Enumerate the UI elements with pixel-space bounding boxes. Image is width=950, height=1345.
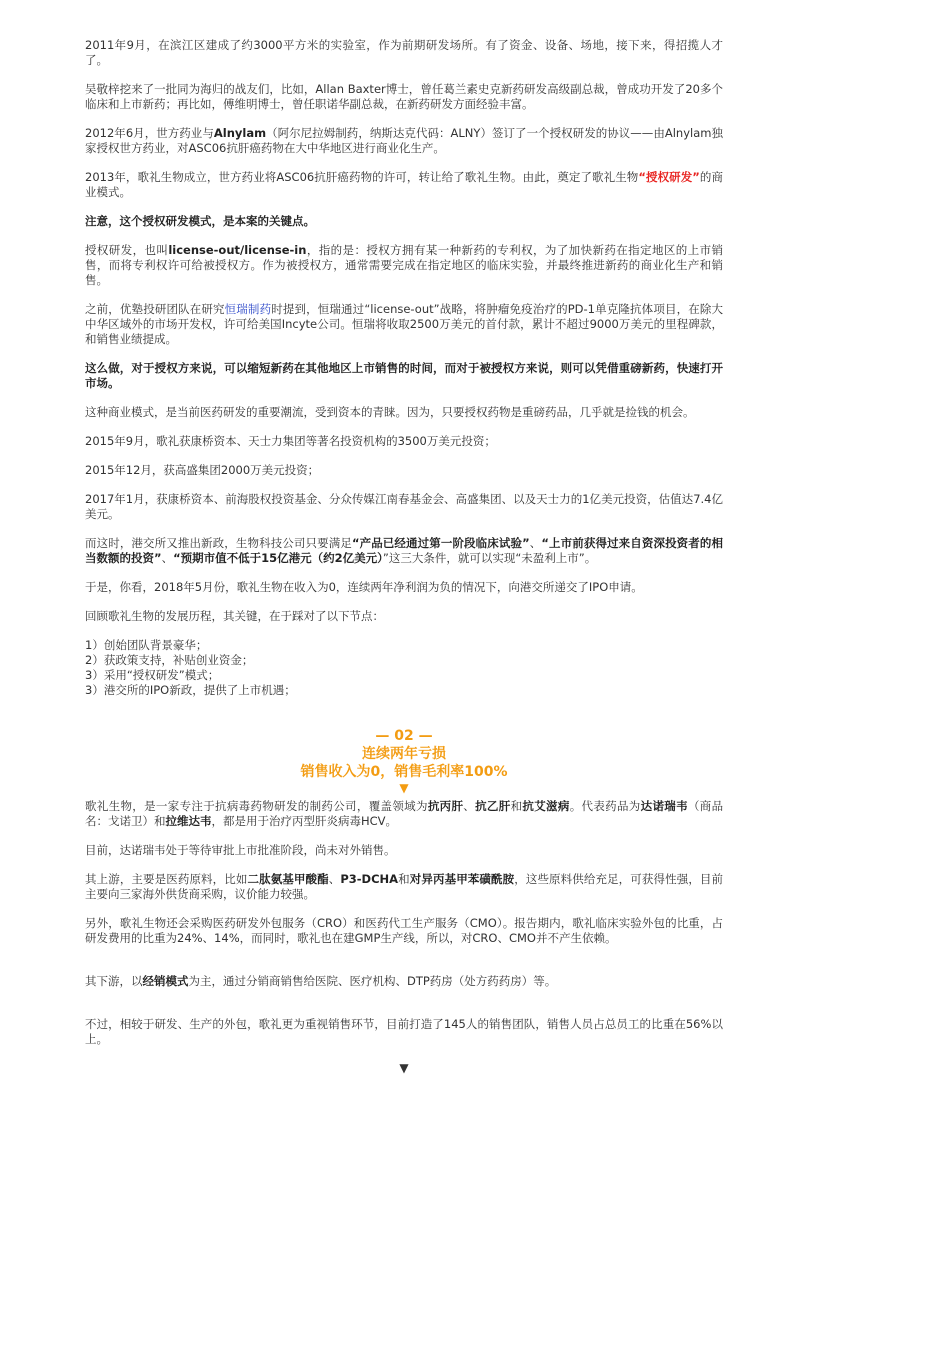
text-segment: （阿尔尼拉姆制药，纳斯达克代码：ALNY）签订了一个授权研发的协议——由Alnylam独家授权世方药业，对ASC06抗肝癌药物在大中华地区进行商业化生产。 xyxy=(85,126,723,155)
paragraph xyxy=(85,126,723,156)
down-arrow-icon: ▼ xyxy=(399,1061,409,1075)
text-segment: ，这些原料供给充足，可获得性强，目前主要向三家海外供货商采购，议价能力较强。 xyxy=(85,872,724,901)
text-segment: 吴敬梓挖来了一批同为海归的战友们，比如，Allan Baxter博士，曾任葛兰素史克新药研发高级副总裁，曾成功开发了20多个临床和上市新药；再比如，傅维明博士，曾任职诺华副总裁，在新药研发方面经验丰富。 xyxy=(85,82,723,111)
paragraph xyxy=(85,872,723,902)
paragraph xyxy=(85,609,723,624)
text-segment: 2017年1月，获康桥资本、前海股权投资基金、分众传媒江南春基金会、高盛集团、以及天士力的1亿美元投资，估值达7.4亿美元。 xyxy=(85,492,723,521)
paragraph xyxy=(85,405,723,420)
paragraph xyxy=(85,434,723,449)
text-segment: 其下游，以 xyxy=(85,974,143,988)
text-segment: 抗乙肝 xyxy=(475,799,511,813)
text-segment: 对异丙基甲苯磺酰胺 xyxy=(409,872,515,886)
text-segment: 这么做，对于授权方来说，可以缩短新药在其他地区上市销售的时间，而对于被授权方来说，则可以凭借重磅新药，快速打开市场。 xyxy=(85,361,723,390)
text-segment: 经销模式 xyxy=(142,974,189,988)
text-segment: 目前，达诺瑞韦处于等待审批上市批准阶段，尚未对外销售。 xyxy=(85,843,396,857)
text-segment: 时提到，恒瑞通过“license-out”战略，将肿瘤免疫治疗的PD-1单克隆抗体项目，在除大中华区域外的市场开发权，许可给美国Incyte公司。恒瑞将收取2500万美元的首付款，累计不超过9000万美元的里程碑款，和销售业绩提成。 xyxy=(85,302,724,346)
paragraph xyxy=(85,361,723,391)
text-segment: ”这三大条件，就可以实现“未盈利上市”。 xyxy=(382,551,597,565)
list-item: 1）创始团队背景豪华； xyxy=(85,638,208,652)
section-title-line2: 销售收入为0，销售毛利率100% xyxy=(300,764,508,780)
paragraph xyxy=(85,492,723,522)
text-segment: 于是，你看，2018年5月份，歌礼生物在收入为0，连续两年净利润为负的情况下，向港交所递交了IPO申请。 xyxy=(85,580,643,594)
paragraph xyxy=(85,214,723,229)
text-segment: Alnylam xyxy=(213,126,267,140)
text-segment: 、 xyxy=(328,872,341,886)
paragraph xyxy=(85,916,723,946)
text-segment: 。代表药品为 xyxy=(569,799,641,813)
text-segment: 2011年9月，在滨江区建成了约3000平方米的实验室，作为前期研发场所。有了资金、设备、场地，接下来，得招揽人才了。 xyxy=(85,38,723,67)
text-segment: 和 xyxy=(510,799,523,813)
article-body xyxy=(85,38,723,1075)
paragraph xyxy=(85,799,723,829)
text-segment: 达诺瑞韦 xyxy=(640,799,688,813)
paragraph xyxy=(85,82,723,112)
text-segment: 2015年9月，歌礼获康桥资本、天士力集团等著名投资机构的3500万美元投资； xyxy=(85,434,496,448)
text-segment: 这种商业模式，是当前医药研发的重要潮流，受到资本的青睐。因为，只要授权药物是重磅药品，几乎就是捡钱的机会。 xyxy=(85,405,695,419)
section-number: — 02 — xyxy=(375,728,433,744)
text-segment: ，指的是：授权方拥有某一种新药的专利权，为了加快新药在指定地区的上市销售，而将专利权许可给被授权方。作为被授权方，通常需要完成在指定地区的临床实验，并最终推进新药的商业化生产和销售。 xyxy=(85,243,723,287)
paragraph xyxy=(85,170,723,200)
list-item: 3）采用“授权研发”模式； xyxy=(85,668,220,682)
key-points-list xyxy=(85,638,723,698)
text-segment: “上市前获得过来自资深投资者的相当数额的投资” xyxy=(85,536,724,565)
paragraph xyxy=(85,38,723,68)
text-segment: 歌礼生物，是一家专注于抗病毒药物研发的制药公司，覆盖领域为 xyxy=(85,799,428,813)
list-item: 2）获政策支持，补贴创业资金； xyxy=(85,653,254,667)
list-item: 3）港交所的IPO新政，提供了上市机遇； xyxy=(85,683,296,697)
text-segment: 2015年12月，获高盛集团2000万美元投资； xyxy=(85,463,320,477)
paragraph xyxy=(85,580,723,595)
text-segment: 2012年6月，世方药业与 xyxy=(85,126,214,140)
paragraph xyxy=(85,243,723,288)
section-title-line1: 连续两年亏损 xyxy=(362,746,446,762)
text-segment: 注意，这个授权研发模式，是本案的关键点。 xyxy=(85,214,315,228)
text-segment: “授权研发” xyxy=(638,170,700,184)
text-segment: 为主，通过分销商销售给医院、医疗机构、DTP药房（处方药药房）等。 xyxy=(188,974,557,988)
paragraph xyxy=(85,974,723,989)
paragraph-group-sales xyxy=(85,1017,723,1047)
paragraph-group-business xyxy=(85,799,723,946)
text-segment: 、 xyxy=(529,536,542,550)
text-segment: 不过，相较于研发、生产的外包，歌礼更为重视销售环节，目前打造了145人的销售团队，销售人员占总员工的比重在56%以上。 xyxy=(85,1017,723,1046)
paragraph xyxy=(85,302,723,347)
text-segment: 、 xyxy=(463,799,476,813)
paragraph xyxy=(85,536,723,566)
text-segment: 、 xyxy=(161,551,174,565)
paragraph xyxy=(85,463,723,478)
text-segment: 二肽氨基甲酸酯 xyxy=(247,872,329,886)
text-segment: 和 xyxy=(398,872,410,886)
text-segment: 抗丙肝 xyxy=(427,799,464,813)
text-segment: license-out/license-in xyxy=(168,243,307,257)
section-header xyxy=(85,728,723,795)
text-segment: “产品已经通过第一阶段临床试验” xyxy=(351,536,530,550)
paragraph xyxy=(85,843,723,858)
text-segment: 授权研发，也叫 xyxy=(85,243,169,257)
text-segment: 的商业模式。 xyxy=(85,170,724,199)
text-segment: （商品名：戈诺卫）和 xyxy=(85,799,724,828)
text-segment: 另外，歌礼生物还会采购医药研发外包服务（CRO）和医药代工生产服务（CMO）。报告期内，歌礼临床实验外包的比重，占研发费用的比重为24%、14%，而同时，歌礼也在建GMP生产线，所以，对CRO、CMO并不产生依赖。 xyxy=(85,916,723,945)
text-segment: “预期市值不低于15亿港元（约2亿美元） xyxy=(173,551,383,565)
text-segment: 抗艾滋病 xyxy=(522,799,570,813)
text-segment: 回顾歌礼生物的发展历程，其关键，在于踩对了以下节点： xyxy=(85,609,384,623)
text-segment: 而这时，港交所又推出新政，生物科技公司只要满足 xyxy=(85,536,352,550)
text-segment: 之前，优塾投研团队在研究 xyxy=(85,302,225,316)
text-segment: 2013年，歌礼生物成立，世方药业将ASC06抗肝癌药物的许可，转让给了歌礼生物。由此，奠定了歌礼生物 xyxy=(85,170,639,184)
paragraph-group-history xyxy=(85,38,723,624)
text-segment[interactable]: 恒瑞制药 xyxy=(224,302,272,316)
text-segment: 拉维达韦 xyxy=(165,814,212,828)
text-segment: ，都是用于治疗丙型肝炎病毒HCV。 xyxy=(211,814,398,828)
down-arrow-icon: ▼ xyxy=(399,781,409,795)
text-segment: P3-DCHA xyxy=(340,872,399,886)
paragraph-group-downstream xyxy=(85,974,723,989)
paragraph xyxy=(85,1017,723,1047)
text-segment: 其上游，主要是医药原料，比如 xyxy=(85,872,248,886)
